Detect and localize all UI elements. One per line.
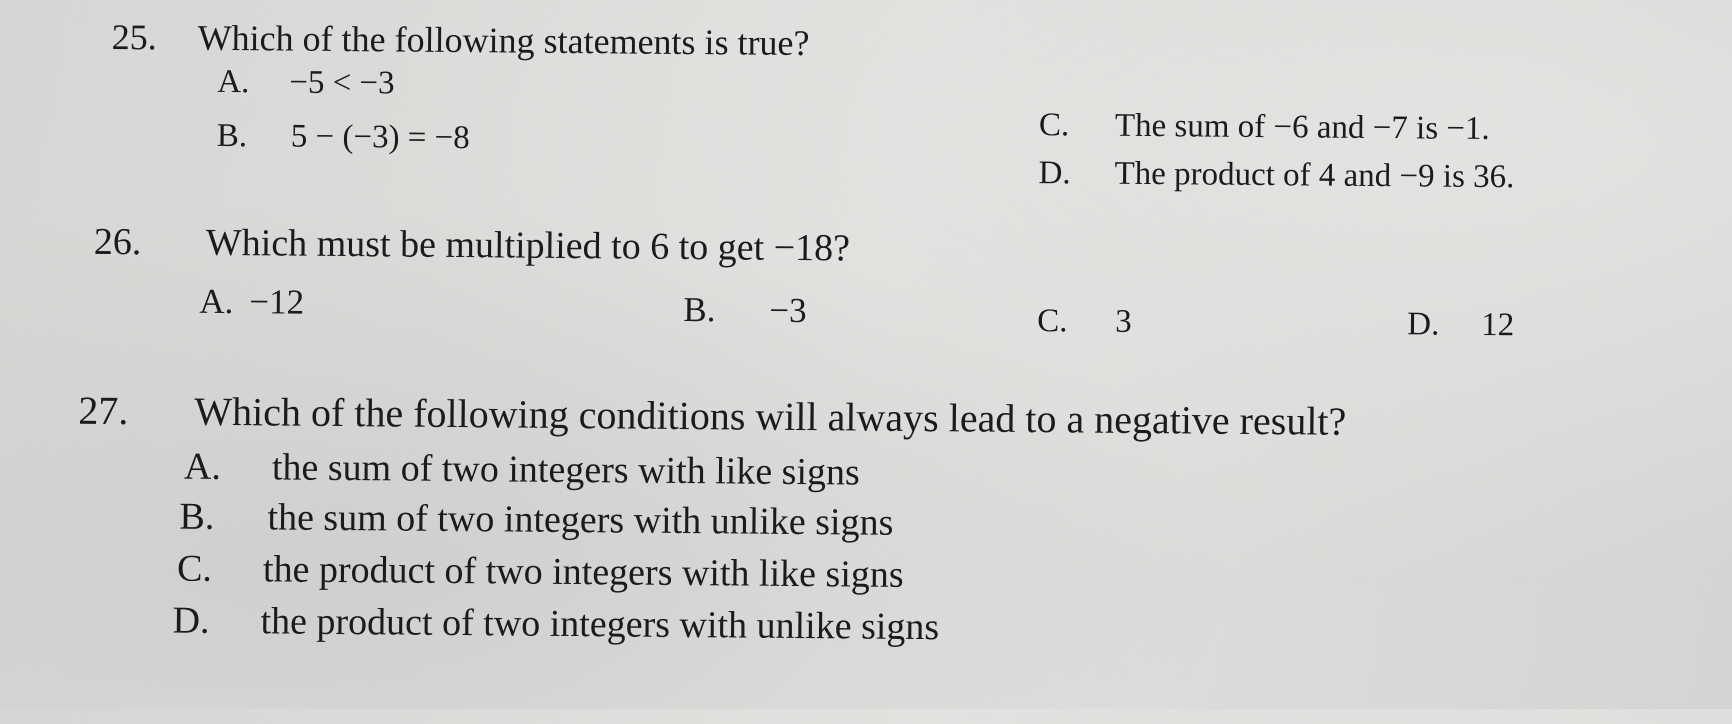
option-letter: B. [216, 117, 248, 155]
option-text: the sum of two integers with like signs [271, 446, 860, 494]
option-letter: D. [1038, 155, 1071, 192]
question-number: 27. [78, 387, 129, 434]
option-letter: C. [1037, 303, 1068, 340]
option-text: −5 < −3 [289, 64, 395, 102]
option-text: 12 [1481, 306, 1515, 344]
option-letter: A. [217, 63, 250, 101]
option-text: The sum of −6 and −7 is −1. [1114, 107, 1490, 148]
option-text: The product of 4 and −9 is 36. [1114, 155, 1515, 196]
option-text: 3 [1115, 303, 1132, 340]
option-text: 5 − (−3) = −8 [290, 118, 470, 157]
option-letter: B. [683, 289, 716, 330]
option-letter: B. [179, 495, 215, 538]
option-text: the product of two integers with like signs [262, 548, 904, 596]
option-text: the sum of two integers with unlike signs [267, 496, 894, 544]
option-letter: D. [1407, 306, 1440, 343]
question-25 [0, 0, 1732, 196]
option-text: the product of two integers with unlike signs [260, 600, 940, 649]
question-prompt: Which must be multiplied to 6 to get −18? [205, 221, 851, 270]
question-number: 25. [111, 16, 157, 58]
question-prompt: Which of the following conditions will always lead to a negative result? [194, 388, 1347, 444]
option-letter: C. [1038, 107, 1070, 144]
option-letter: A. [199, 281, 234, 322]
question-prompt: Which of the following statements is true? [197, 17, 810, 64]
question-number: 26. [93, 220, 142, 264]
option-text: −3 [769, 290, 807, 331]
option-letter: A. [183, 445, 222, 488]
option-text: −12 [249, 282, 305, 322]
option-letter: D. [172, 599, 210, 642]
option-letter: C. [176, 547, 213, 590]
